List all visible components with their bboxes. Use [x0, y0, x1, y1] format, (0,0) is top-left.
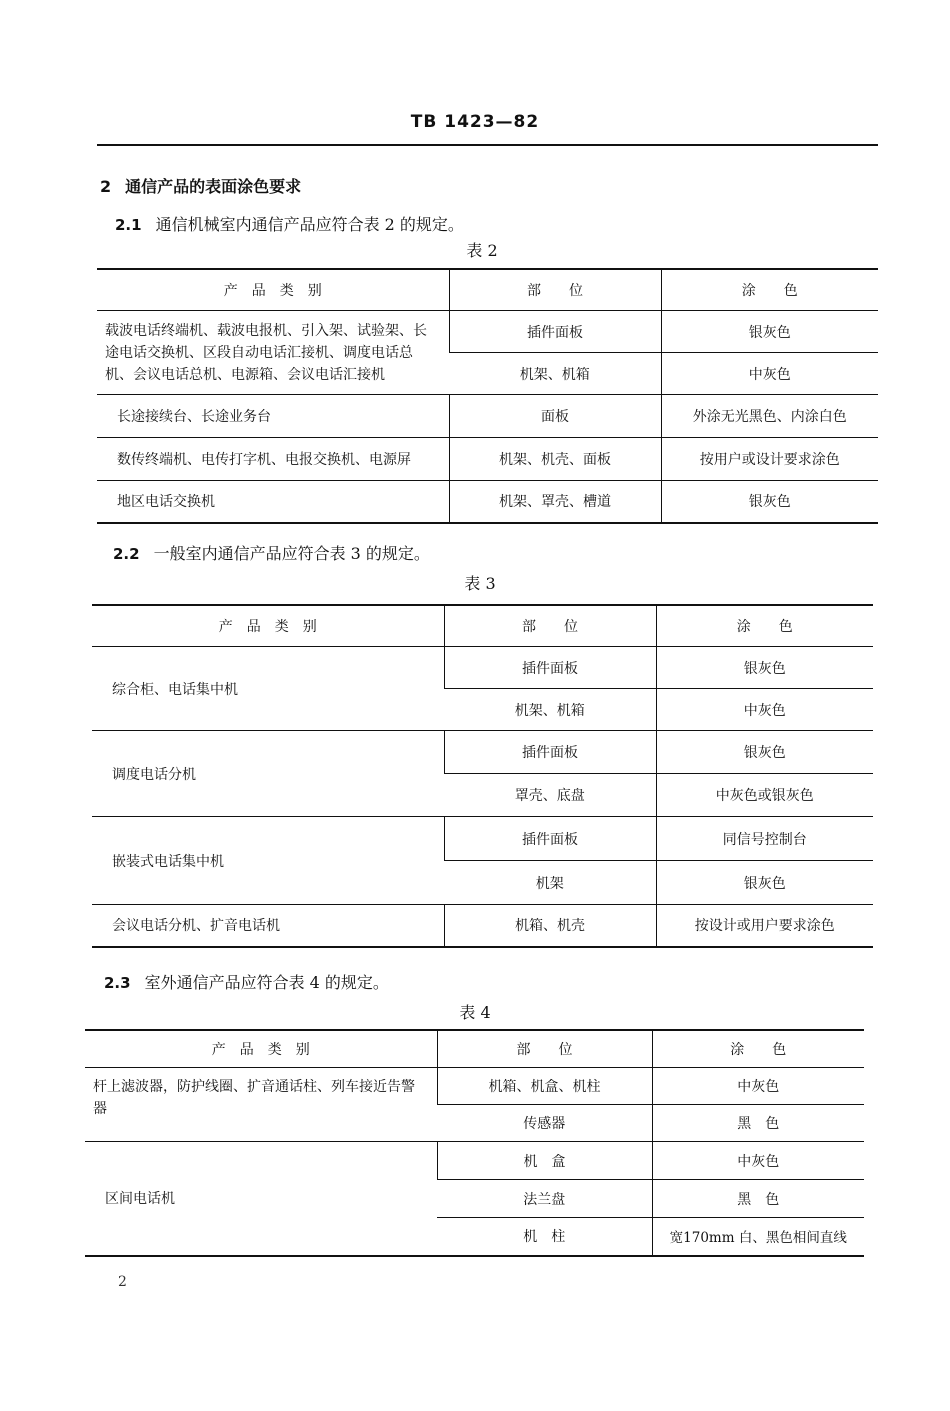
section-number: 2: [100, 177, 112, 196]
table3: [92, 604, 873, 948]
color-cell: 中灰色: [652, 1142, 864, 1180]
table-row: [85, 1068, 864, 1105]
paragraph-2-2: [113, 541, 430, 564]
paragraph-2-3: [104, 970, 389, 993]
category-cell: 区间电话机: [85, 1142, 437, 1256]
part-cell: 机架、机箱: [444, 689, 656, 731]
table-row: [97, 438, 878, 481]
table-header-row: [97, 269, 878, 311]
table-row: [85, 1142, 864, 1180]
color-cell: 银灰色: [656, 731, 873, 774]
part-cell: 插件面板: [444, 731, 656, 774]
color-cell: 黑 色: [652, 1105, 864, 1142]
color-cell: 银灰色: [661, 311, 878, 353]
color-cell: 中灰色: [661, 353, 878, 395]
section-heading: [100, 174, 301, 197]
category-cell: 数传终端机、电传打字机、电报交换机、电源屏: [97, 438, 449, 481]
color-cell: 同信号控制台: [656, 817, 873, 861]
table-row: [97, 481, 878, 523]
part-cell: 机架、机壳、面板: [449, 438, 661, 481]
table-row: [92, 731, 873, 774]
paragraph-number: 2.2: [113, 545, 140, 563]
color-cell: 银灰色: [661, 481, 878, 523]
part-cell: 机箱、机盒、机柱: [437, 1068, 652, 1105]
paragraph-number: 2.1: [115, 216, 142, 234]
category-cell: 会议电话分机、扩音电话机: [92, 905, 444, 947]
paragraph-2-1: [115, 212, 464, 235]
part-cell: 传感器: [437, 1105, 652, 1142]
section-title: 通信产品的表面涂色要求: [125, 177, 302, 196]
header-category: 产 品 类 别: [97, 269, 449, 311]
category-cell: 杆上滤波器，防护线圈、扩音通话柱、列车接近告警器: [85, 1068, 437, 1142]
paragraph-number: 2.3: [104, 974, 131, 992]
category-cell: 载波电话终端机、载波电报机、引入架、试验架、长途电话交换机、区段自动电话汇接机、调度电话总机、会议电话总机、电源箱、会议电话汇接机: [97, 311, 449, 395]
paragraph-text: 通信机械室内通信产品应符合表 2 的规定。: [155, 215, 464, 234]
color-cell: 银灰色: [656, 861, 873, 905]
color-cell: 外涂无光黑色、内涂白色: [661, 395, 878, 438]
header-part: 部 位: [437, 1030, 652, 1068]
part-cell: 机 盒: [437, 1142, 652, 1180]
color-cell: 宽170mm 白、黑色相间直线: [652, 1218, 864, 1256]
table3-caption: 表 3: [464, 574, 496, 593]
header-category: 产 品 类 别: [85, 1030, 437, 1068]
table2-caption: 表 2: [466, 241, 498, 260]
part-cell: 机箱、机壳: [444, 905, 656, 947]
category-cell: 嵌装式电话集中机: [92, 817, 444, 905]
table-row: [92, 905, 873, 947]
header-part: 部 位: [444, 605, 656, 647]
part-cell: 面板: [449, 395, 661, 438]
part-cell: 机架: [444, 861, 656, 905]
part-cell: 机架、罩壳、槽道: [449, 481, 661, 523]
category-cell: 综合柜、电话集中机: [92, 647, 444, 731]
header-color: 涂 色: [661, 269, 878, 311]
table4: [85, 1029, 864, 1257]
table2: [97, 268, 878, 524]
header-color: 涂 色: [656, 605, 873, 647]
color-cell: 黑 色: [652, 1180, 864, 1218]
color-cell: 按设计或用户要求涂色: [656, 905, 873, 947]
category-cell: 长途接续台、长途业务台: [97, 395, 449, 438]
table-row: [97, 395, 878, 438]
color-cell: 中灰色: [652, 1068, 864, 1105]
paragraph-text: 室外通信产品应符合表 4 的规定。: [144, 973, 389, 992]
table-row: [92, 817, 873, 861]
header-color: 涂 色: [652, 1030, 864, 1068]
table-header-row: [92, 605, 873, 647]
color-cell: 银灰色: [656, 647, 873, 689]
table-header-row: [85, 1030, 864, 1068]
table-row: [92, 647, 873, 689]
header-category: 产 品 类 别: [92, 605, 444, 647]
header-part: 部 位: [449, 269, 661, 311]
part-cell: 机架、机箱: [449, 353, 661, 395]
color-cell: 中灰色或银灰色: [656, 774, 873, 817]
part-cell: 法兰盘: [437, 1180, 652, 1218]
category-cell: 地区电话交换机: [97, 481, 449, 523]
table4-caption: 表 4: [459, 1003, 491, 1022]
part-cell: 插件面板: [449, 311, 661, 353]
category-cell: 调度电话分机: [92, 731, 444, 817]
part-cell: 机 柱: [437, 1218, 652, 1256]
header-rule: [97, 144, 878, 146]
part-cell: 插件面板: [444, 647, 656, 689]
table-row: [97, 311, 878, 353]
color-cell: 中灰色: [656, 689, 873, 731]
color-cell: 按用户或设计要求涂色: [661, 438, 878, 481]
paragraph-text: 一般室内通信产品应符合表 3 的规定。: [153, 544, 430, 563]
part-cell: 罩壳、底盘: [444, 774, 656, 817]
document-header: TB 1423—82: [410, 112, 540, 132]
part-cell: 插件面板: [444, 817, 656, 861]
page-number: 2: [118, 1274, 127, 1290]
